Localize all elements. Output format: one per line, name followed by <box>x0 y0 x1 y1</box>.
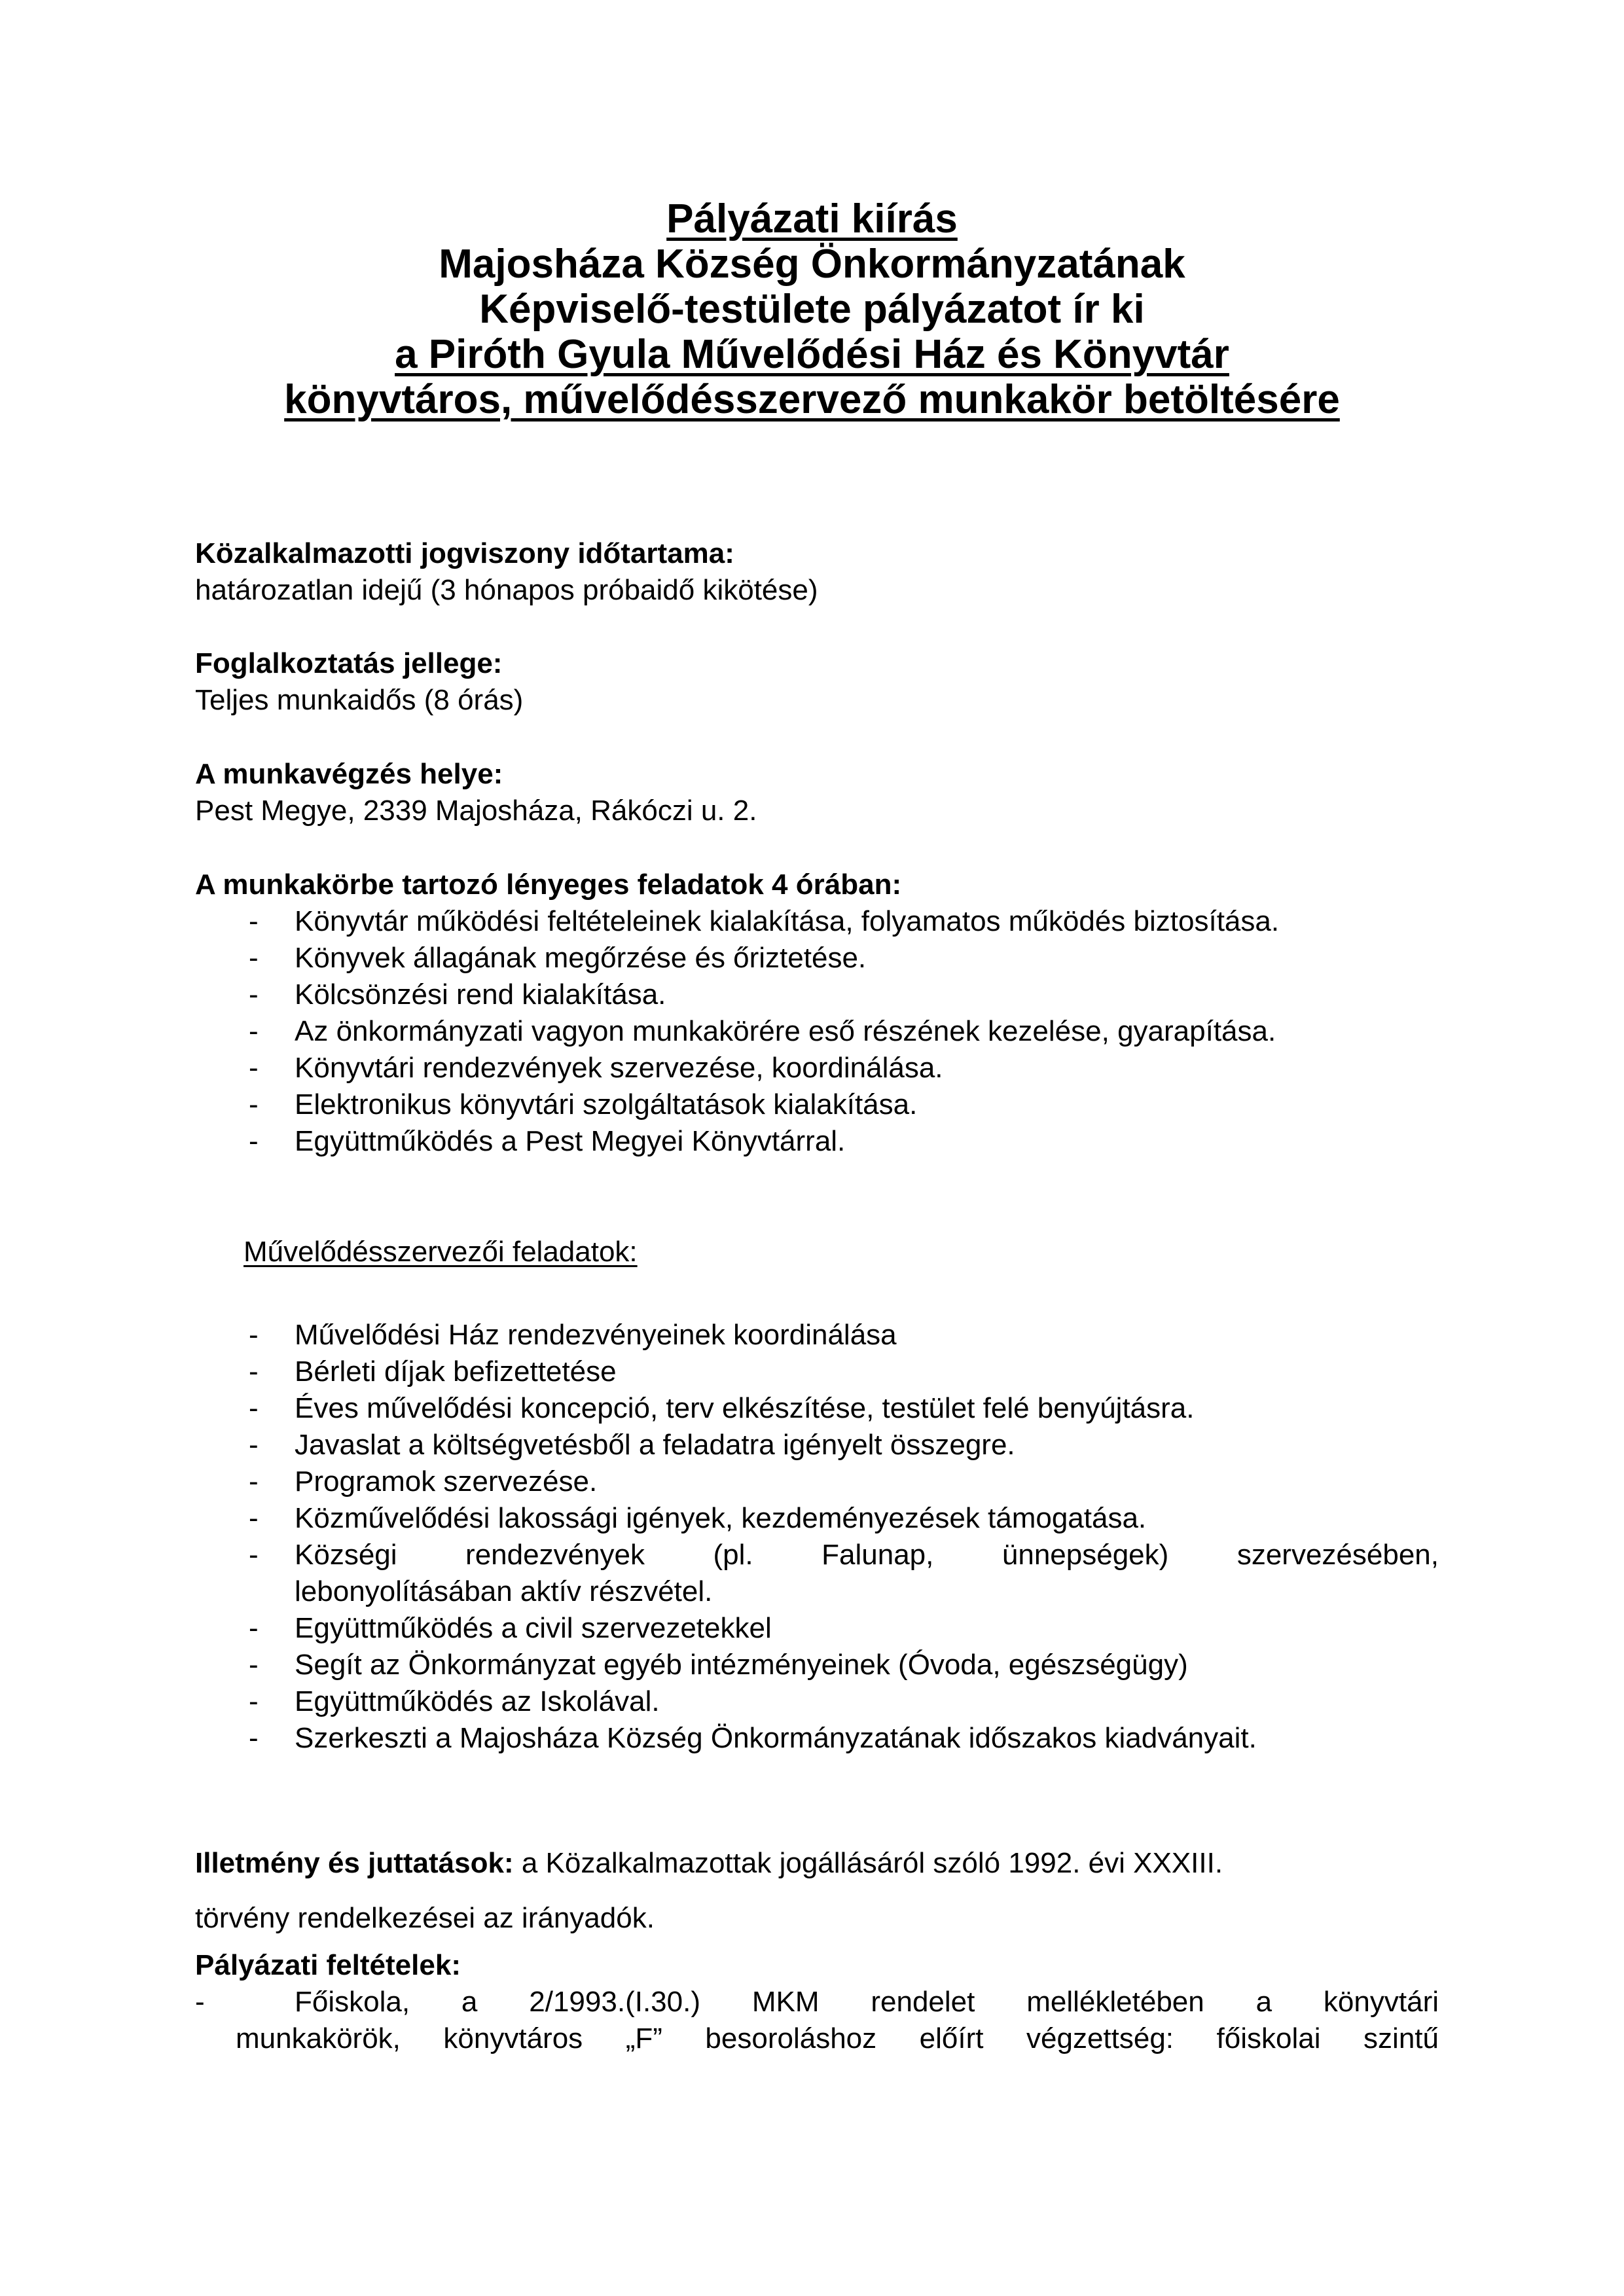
list-item-continuation: lebonyolításában aktív részvétel. <box>295 1575 713 1607</box>
list-item <box>195 1050 1439 1086</box>
dash-bullet-icon: - <box>249 1649 259 1681</box>
section-employment <box>195 645 1439 719</box>
dash-bullet-icon: - <box>249 1685 259 1717</box>
list-item <box>195 1354 1439 1390</box>
list-item <box>195 1984 1439 2057</box>
dash-bullet-icon: - <box>249 1502 259 1534</box>
list-item-text: Együttműködés a civil szervezetekkel <box>295 1612 772 1644</box>
dash-bullet-icon: - <box>249 1088 259 1121</box>
list-item-text: Együttműködés a Pest Megyei Könyvtárral. <box>295 1125 846 1157</box>
title-line-position: könyvtáros, művelődésszervező munkakör betöltésére <box>284 377 1340 422</box>
list-item-text: Főiskola, a 2/1993.(I.30.) MKM rendelet mellékletében a könyvtári <box>295 1986 1439 2018</box>
section-text: Pest Megye, 2339 Majosháza, Rákóczi u. 2. <box>195 795 757 827</box>
dash-bullet-icon: - <box>195 1986 205 2018</box>
list-item <box>195 1427 1439 1463</box>
dash-bullet-icon: - <box>249 1052 259 1084</box>
title-line-institution: a Piróth Gyula Művelődési Ház és Könyvtár <box>395 332 1229 377</box>
dash-bullet-icon: - <box>249 1612 259 1644</box>
list-item <box>195 977 1439 1013</box>
conditions-list <box>195 1984 1439 2057</box>
document-title: Pályázati kiírás <box>666 196 958 242</box>
dash-bullet-icon: - <box>249 942 259 974</box>
list-item-text: Művelődési Ház rendezvényeinek koordinálása <box>295 1319 897 1351</box>
section-heading: A munkakörbe tartozó lényeges feladatok 4 órában: <box>195 869 902 901</box>
section-text: a Közalkalmazottak jogállásáról szóló 1992. évi XXXIII. <box>513 1847 1223 1879</box>
list-item <box>195 1123 1439 1160</box>
dash-bullet-icon: - <box>249 1429 259 1461</box>
dash-bullet-icon: - <box>249 1392 259 1424</box>
section-heading: Foglalkoztatás jellege: <box>195 647 503 679</box>
list-item <box>195 1683 1439 1720</box>
section-culture-tasks <box>195 1317 1439 1757</box>
section-text-continued: törvény rendelkezései az irányadók. <box>195 1902 655 1934</box>
section-text: Teljes munkaidős (8 órás) <box>195 684 524 716</box>
section-heading: Pályázati feltételek: <box>195 1949 461 1981</box>
section-text: határozatlan idejű (3 hónapos próbaidő kikötése) <box>195 574 818 606</box>
section-heading: Illetmény és juttatások: <box>195 1847 514 1879</box>
section-library-tasks <box>195 867 1439 1160</box>
section-conditions <box>195 1947 1439 2057</box>
list-item <box>195 903 1439 940</box>
dash-bullet-icon: - <box>249 1015 259 1047</box>
list-item-text: Elektronikus könyvtári szolgáltatások kialakítása. <box>295 1088 918 1121</box>
dash-bullet-icon: - <box>249 905 259 937</box>
list-item <box>195 1086 1439 1123</box>
section-salary <box>195 1836 1439 1946</box>
library-tasks-list <box>195 903 1439 1160</box>
list-item-text: Szerkeszti a Majosháza Község Önkormányzatának időszakos kiadványait. <box>295 1722 1257 1754</box>
list-item <box>195 1013 1439 1050</box>
list-item <box>195 1317 1439 1354</box>
culture-tasks-list <box>195 1317 1439 1757</box>
list-item-text: Községi rendezvények (pl. Falunap, ünnepségek) szervezésében, <box>295 1539 1439 1571</box>
title-line-body: Képviselő-testülete pályázatot ír ki <box>479 287 1145 332</box>
section-heading: A munkavégzés helye: <box>195 758 503 790</box>
list-item <box>195 1647 1439 1683</box>
list-item <box>195 1463 1439 1500</box>
dash-bullet-icon: - <box>249 1125 259 1157</box>
list-item-text: Kölcsönzési rend kialakítása. <box>295 978 666 1011</box>
list-item-text: Közművelődési lakossági igények, kezdeményezések támogatása. <box>295 1502 1147 1534</box>
list-item-text: Könyvek állagának megőrzése és őriztetése. <box>295 942 867 974</box>
title-block <box>0 196 1624 422</box>
dash-bullet-icon: - <box>249 978 259 1011</box>
list-item <box>195 1390 1439 1427</box>
title-line-issuer: Majosháza Község Önkormányzatának <box>439 242 1185 287</box>
list-item-continuation: munkakörök, könyvtáros „F” besoroláshoz előírt végzettség: főiskolai szintű <box>236 2022 1439 2054</box>
section-heading: Közalkalmazotti jogviszony időtartama: <box>195 537 734 569</box>
section-duration <box>195 535 1439 609</box>
dash-bullet-icon: - <box>249 1539 259 1571</box>
list-item <box>195 940 1439 977</box>
list-item-text: Javaslat a költségvetésből a feladatra igényelt összegre. <box>295 1429 1015 1461</box>
list-item-text: Könyvtár működési feltételeinek kialakítása, folyamatos működés biztosítása. <box>295 905 1280 937</box>
dash-bullet-icon: - <box>249 1722 259 1754</box>
list-item-text: Bérleti díjak befizettetése <box>295 1355 617 1388</box>
section-location <box>195 756 1439 829</box>
dash-bullet-icon: - <box>249 1465 259 1498</box>
list-item <box>195 1500 1439 1537</box>
culture-tasks-heading: Művelődésszervezői feladatok: <box>244 1236 638 1268</box>
list-item-text: Könyvtári rendezvények szervezése, koordinálása. <box>295 1052 943 1084</box>
list-item-text: Az önkormányzati vagyon munkakörére eső részének kezelése, gyarapítása. <box>295 1015 1276 1047</box>
list-item <box>195 1610 1439 1647</box>
list-item-text: Együttműködés az Iskolával. <box>295 1685 660 1717</box>
list-item-text: Segít az Önkormányzat egyéb intézményeinek (Óvoda, egészségügy) <box>295 1649 1188 1681</box>
list-item-text: Éves művelődési koncepció, terv elkészítése, testület felé benyújtásra. <box>295 1392 1195 1424</box>
list-item <box>195 1720 1439 1757</box>
list-item-text: Programok szervezése. <box>295 1465 598 1498</box>
list-item <box>195 1537 1439 1610</box>
dash-bullet-icon: - <box>249 1355 259 1388</box>
dash-bullet-icon: - <box>249 1319 259 1351</box>
